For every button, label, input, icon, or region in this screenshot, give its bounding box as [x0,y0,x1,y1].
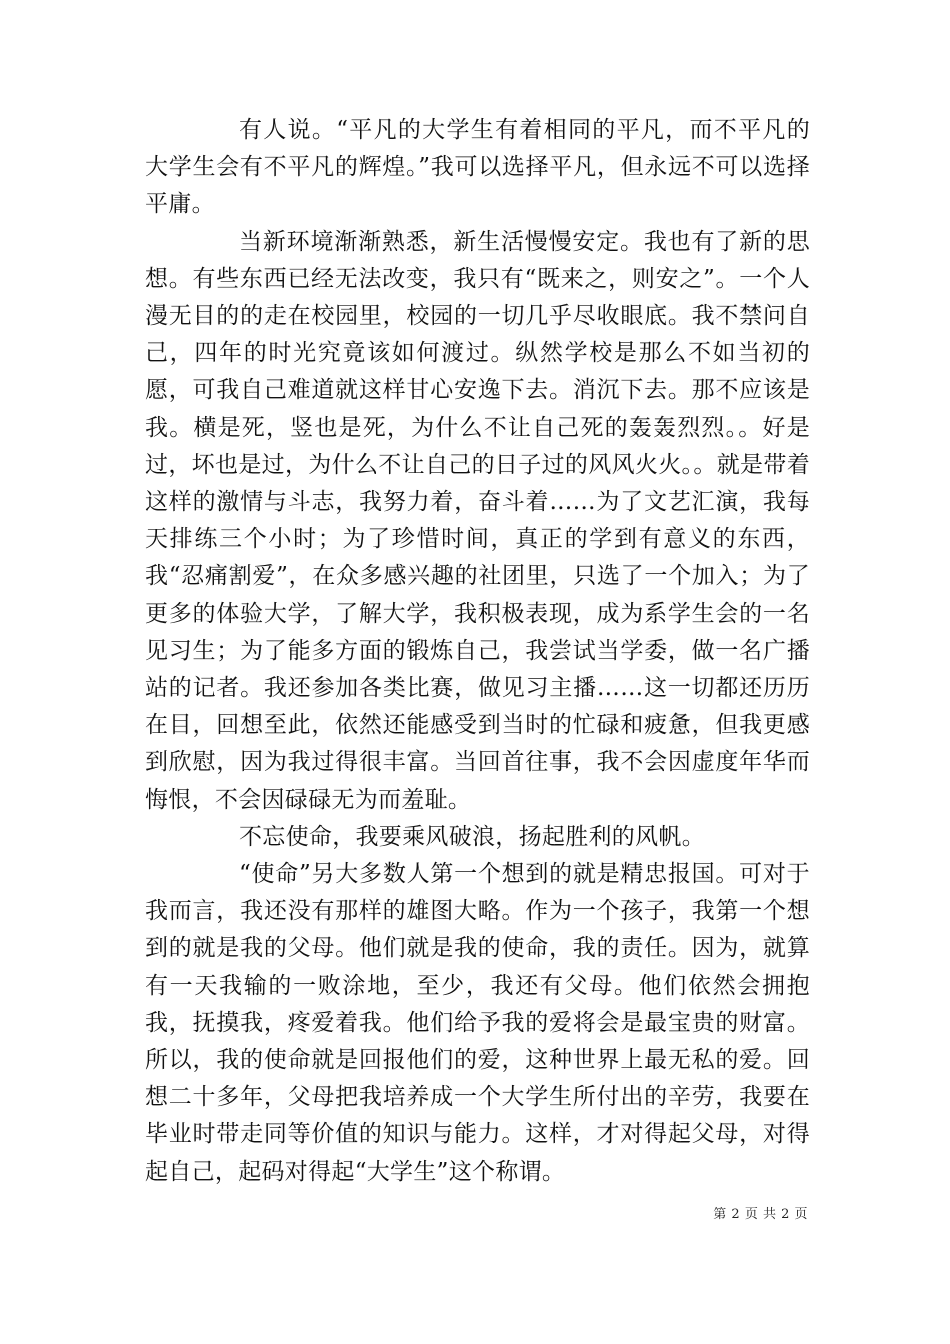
paragraph-1: 有人说。“平凡的大学生有着相同的平凡，而不平凡的大学生会有不平凡的辉煌。”我可以选择平凡，但永远不可以选择平庸。 [145,117,810,218]
paragraph-2: 当新环境渐渐熟悉，新生活慢慢安定。我也有了新的思想。有些东西已经无法改变，我只有“既来之，则安之”。一个人漫无目的的走在校园里，校园的一切几乎尽收眼底。我不禁问自己，四年的时光究竟该如何渡过。纵然学校是那么不如当初的愿，可我自己难道就这样甘心安逸下去。消沉下去。那不应该是我。横是死，竖也是死，为什么不让自己死的轰轰烈烈。。好是过，坏也是过，为什么不让自己的日子过的风风火火。。就是带着这样的激情与斗志，我努力着，奋斗着……为了文艺汇演，我每天排练三个小时；为了珍惜时间，真正的学到有意义的东西，我“忍痛割爱”，在众多感兴趣的社团里，只选了一个加入；为了更多的体验大学，了解大学，我积极表现，成为系学生会的一名见习生；为了能多方面的锻炼自己，我尝试当学委，做一名广播站的记者。我还参加各类比赛，做见习主播……这一切都还历历在目，回想至此，依然还能感受到当时的忙碌和疲惫，但我更感到欣慰，因为我过得很丰富。当回首往事，我不会因虚度年华而悔恨，不会因碌碌无为而羞耻。 [145,228,810,813]
page-number-footer: 第 2 页 共 2 页 [713,1207,808,1222]
paragraph-3: 不忘使命，我要乘风破浪，扬起胜利的风帆。 [239,823,705,850]
paragraph-4: “使命”另大多数人第一个想到的就是精忠报国。可对于我而言，我还没有那样的雄图大略。作为一个孩子，我第一个想到的就是我的父母。他们就是我的使命，我的责任。因为，就算有一天我输的一败涂地，至少，我还有父母。他们依然会拥抱我，抚摸我，疼爱着我。他们给予我的爱将会是最宝贵的财富。所以，我的使命就是回报他们的爱，这种世界上最无私的爱。回想二十多年，父母把我培养成一个大学生所付出的辛劳，我要在毕业时带走同等价值的知识与能力。这样，才对得起父母，对得起自己，起码对得起“大学生”这个称谓。 [145,861,810,1185]
document-body [145,112,810,1191]
